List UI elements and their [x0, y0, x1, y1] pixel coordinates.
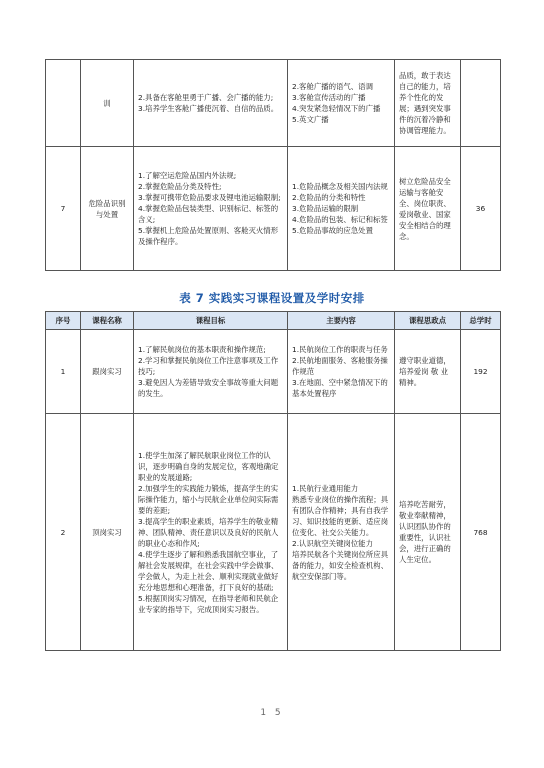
table-7-title: 表 7 实践实习课程设置及学时安排 — [179, 291, 365, 305]
table-6-continued — [45, 59, 501, 271]
course-name: 训 — [81, 60, 134, 147]
total-hours: 192 — [461, 330, 501, 414]
content-item: 5.英文广播 — [292, 115, 329, 124]
ideology-point: 遵守职业道德，培养爱岗 敬 业 精神。 — [395, 330, 461, 414]
header-goals: 课程目标 — [134, 312, 288, 330]
header-content: 主要内容 — [288, 312, 395, 330]
header-no: 序号 — [46, 312, 81, 330]
table-row — [46, 414, 501, 651]
course-content — [288, 60, 395, 147]
goal-item: 1.了解民航岗位的基本职责和操作规范; — [138, 345, 266, 354]
total-hours — [461, 60, 501, 147]
goal-item: 3.避免因人为差错导致安全事故等重大问题的发生。 — [138, 378, 279, 398]
content-item: 2.客舱广播的语气、语调 — [292, 82, 373, 91]
content-item: 3.在地面、空中紧急情况下的基本处置程序 — [292, 378, 388, 398]
goal-item: 4.掌握危险品包装类型、识别标记、标签的含义; — [138, 204, 279, 224]
goal-item: 4.使学生逐步了解和熟悉我国航空事业，了解社会发展规律，在社会实践中学会做事、学会做人，为走上社会、顺利实现就业做好充分地思想和心理准备，打下良好的基础; — [138, 549, 279, 592]
table-7 — [45, 311, 501, 651]
table-row — [46, 60, 501, 147]
content-item: 2.危险品的分类和特性 — [292, 193, 366, 202]
content-item: 1.民航岗位工作的职责与任务 — [292, 345, 388, 354]
goal-item: 3.掌握可携带危险品要求及锂电池运输限制; — [138, 193, 281, 202]
ideology-point: 树立危险品安全运输与客舱安全、岗位职责、爱岗敬业、国家安全相结合的理念。 — [395, 147, 461, 271]
course-content — [288, 414, 395, 651]
table-header-row — [46, 312, 501, 330]
goal-item: 2.加强学生的实践能力锻炼，提高学生的实际操作能力，缩小与民航企业单位间实际需要的差距; — [138, 483, 279, 515]
content-item: 2.民航地面服务、客舱服务操作规范 — [292, 356, 388, 376]
ideology-point: 品质，敢于表达自己的能力，培养个性化的发展；遇到突发事件的沉着冷静和协调管理能力。 — [395, 60, 461, 147]
row-number: 1 — [46, 330, 81, 414]
content-item: 1.危险品概念及相关国内法规 — [292, 182, 388, 191]
course-goals — [134, 60, 288, 147]
content-item: 熟悉专业岗位的操作流程；具有团队合作精神；具有自我学习、知识技能的更新、适应岗位变化、社交公关能力。 — [292, 494, 389, 537]
course-goals — [134, 147, 288, 271]
content-item: 4.突发紧急轻情况下的广播 — [292, 104, 381, 113]
row-number: 2 — [46, 414, 81, 651]
header-ideology: 课程思政点 — [395, 312, 461, 330]
goal-item: 5.掌握机上危险品处置原则、客舱灭火情形及操作程序。 — [138, 226, 279, 246]
table-row — [46, 147, 501, 271]
content-item: 1.民航行业通用能力 — [292, 483, 359, 493]
content-item: 5.危险品事故的应急处置 — [292, 226, 373, 235]
goal-item: 3.培养学生客舱广播使沉着、自信的品质。 — [138, 104, 279, 113]
goal-item: 2.学习和掌握民航岗位工作注意事项及工作技巧; — [138, 356, 279, 376]
header-hours: 总学时 — [461, 312, 501, 330]
course-content — [288, 147, 395, 271]
goal-item: 2.掌握危险品分类及特性; — [138, 182, 222, 191]
course-name: 危险品识别与处置 — [81, 147, 134, 271]
ideology-point: 培养吃苦耐劳，敬业奉献精神，认识团队协作的重要性，认识社会，进行正确的人生定位。 — [395, 414, 461, 651]
goal-item: 1.了解空运危险品国内外法规; — [138, 171, 237, 180]
content-item: 4.危险品的包装、标记和标签 — [292, 215, 388, 224]
goal-item: 5.根据顶岗实习情况，在指导老师和民航企业专家的指导下，完成顶岗实习报告。 — [138, 593, 279, 614]
content-item: 培养民航各个关键岗位所应具备的能力，如安全检查机构、航空安保部门等。 — [292, 549, 389, 581]
header-name: 课程名称 — [81, 312, 134, 330]
goal-item: 1.使学生加深了解民航职业岗位工作的认识，逐步明确自身的发展定位，客观地确定职业的发展道路; — [138, 450, 279, 482]
goal-item: 2.具备在客舱里勇于广播、会广播的能力; — [138, 93, 274, 102]
course-goals — [134, 330, 288, 414]
goal-item: 3.提高学生的职业素质，培养学生的敬业精神、团队精神、责任意识以及良好的民航人的职业心态和作风; — [138, 516, 279, 548]
total-hours: 768 — [461, 414, 501, 651]
course-name: 顶岗实习 — [81, 414, 134, 651]
total-hours: 36 — [461, 147, 501, 271]
course-content — [288, 330, 395, 414]
content-item: 2.认识航空关键岗位能力 — [292, 538, 373, 548]
row-number: 7 — [46, 147, 81, 271]
row-number — [46, 60, 81, 147]
course-goals — [134, 414, 288, 651]
page-number: 1 5 — [260, 708, 284, 718]
course-name: 跟岗实习 — [81, 330, 134, 414]
table-row — [46, 330, 501, 414]
content-item: 3.危险品运输的限制 — [292, 204, 359, 213]
content-item: 3.客舱宣传活动的广播 — [292, 93, 366, 102]
